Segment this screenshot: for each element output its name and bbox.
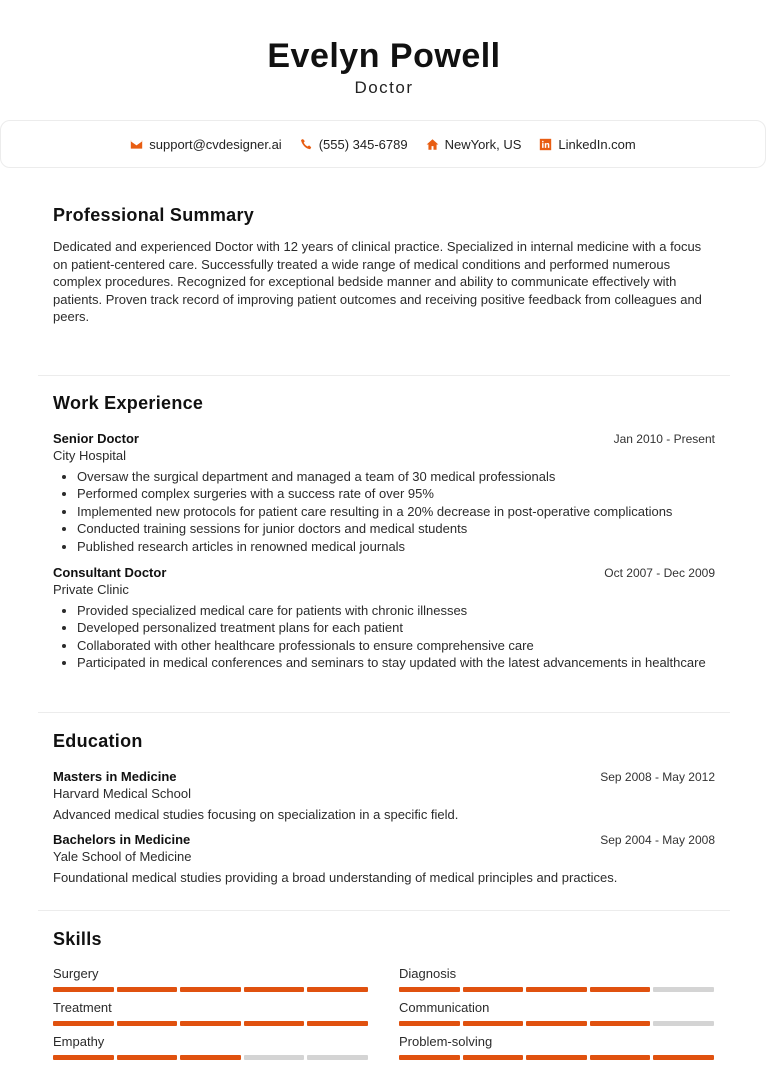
job-organization: City Hospital	[53, 448, 126, 463]
list-item: • Provided specialized medical care for patients with chronic illnesses	[77, 602, 715, 619]
skill-segment-empty	[653, 1021, 714, 1026]
education-entry	[53, 769, 715, 822]
skill-segment-filled	[307, 1021, 368, 1026]
job-organization: Private Clinic	[53, 582, 129, 598]
skill-segment-filled	[53, 1021, 114, 1026]
skill-name: Surgery	[53, 966, 99, 981]
contact-location	[426, 137, 522, 152]
job-title: Senior Doctor	[53, 431, 139, 446]
job-entry	[53, 565, 715, 672]
skill-segment-filled	[180, 1055, 241, 1060]
skill-level-bar	[399, 1055, 717, 1060]
skill-segment-filled	[399, 987, 460, 992]
phone-text: (555) 345-6789	[318, 136, 408, 152]
contact-bar	[0, 120, 766, 168]
skill-level-bar	[53, 987, 371, 992]
resume-header	[0, 0, 768, 98]
education-section	[53, 731, 715, 885]
location-text: NewYork, US	[444, 136, 522, 152]
skill-segment-empty	[307, 1055, 368, 1060]
skill-item	[399, 1000, 717, 1026]
skill-segment-filled	[463, 987, 524, 992]
contact-phone[interactable]	[300, 137, 408, 152]
skill-name: Diagnosis	[399, 966, 457, 981]
skill-level-bar	[399, 987, 717, 992]
skill-level-bar	[53, 1021, 371, 1026]
list-item: • Published research articles in renowned medical journals	[77, 538, 715, 555]
skills-grid	[53, 966, 715, 1060]
list-item: • Performed complex surgeries with a success rate of over 95%	[77, 485, 715, 502]
education-dates: Sep 2008 - May 2012	[600, 770, 715, 784]
skill-segment-filled	[653, 1055, 714, 1060]
skill-segment-filled	[307, 987, 368, 992]
skills-section	[53, 929, 715, 1060]
summary-section	[53, 205, 715, 326]
contact-email[interactable]	[130, 137, 281, 152]
job-dates: Jan 2010 - Present	[613, 432, 715, 446]
job-dates: Oct 2007 - Dec 2009	[604, 566, 715, 581]
degree-title: Bachelors in Medicine	[53, 832, 191, 847]
linkedin-icon	[539, 138, 552, 151]
skill-segment-filled	[244, 1021, 305, 1026]
skill-segment-filled	[53, 987, 114, 992]
school-name: Yale School of Medicine	[53, 849, 192, 864]
email-text: support@cvdesigner.ai	[149, 136, 282, 152]
skill-segment-filled	[53, 1055, 114, 1060]
skill-segment-filled	[117, 1055, 178, 1060]
job-title: Consultant Doctor	[53, 565, 167, 581]
skill-item	[399, 966, 717, 992]
home-icon	[426, 138, 439, 151]
education-dates: Sep 2004 - May 2008	[600, 833, 715, 847]
skill-level-bar	[399, 1021, 717, 1026]
section-divider	[38, 712, 730, 713]
skill-item	[53, 1034, 371, 1060]
skill-item	[53, 1000, 371, 1026]
education-entry	[53, 832, 715, 885]
skill-segment-filled	[526, 987, 587, 992]
summary-heading: Professional Summary	[53, 205, 255, 225]
list-item: • Participated in medical conferences and seminars to stay updated with the latest advancements in healthcare	[77, 654, 715, 671]
education-description: Foundational medical studies providing a broad understanding of medical principles and practices.	[53, 870, 618, 885]
skills-heading: Skills	[53, 929, 102, 949]
contact-linkedin[interactable]	[539, 137, 635, 152]
list-item: • Implemented new protocols for patient care resulting in a 20% decrease in post-operative complications	[77, 503, 715, 520]
skill-item	[399, 1034, 717, 1060]
skill-segment-filled	[526, 1055, 587, 1060]
skill-name: Empathy	[53, 1034, 105, 1049]
skill-segment-empty	[244, 1055, 305, 1060]
skill-segment-filled	[590, 1021, 651, 1026]
education-description: Advanced medical studies focusing on specialization in a specific field.	[53, 807, 459, 822]
section-divider	[38, 375, 730, 376]
skill-segment-filled	[399, 1021, 460, 1026]
school-name: Harvard Medical School	[53, 786, 192, 801]
skill-segment-filled	[180, 987, 241, 992]
list-item: • Collaborated with other healthcare professionals to ensure comprehensive care	[77, 637, 715, 654]
skill-name: Treatment	[53, 1000, 112, 1015]
skill-segment-filled	[526, 1021, 587, 1026]
job-entry	[53, 431, 715, 555]
section-divider	[38, 910, 730, 911]
skill-segment-filled	[463, 1021, 524, 1026]
envelope-icon	[130, 138, 143, 151]
degree-title: Masters in Medicine	[53, 769, 177, 784]
skill-segment-filled	[590, 1055, 651, 1060]
summary-text: Dedicated and experienced Doctor with 12 years of clinical practice. Specialized in internal medicine with a focus on patient-centered care. Successfully treated a wide range of medical conditions and performed numerous complex procedures. Recognized for exceptional bedside manner and ability to communicate effectively with patients. Proven track record of improving patient outcomes and receiving positive feedback from colleagues and peers.	[53, 239, 702, 325]
skill-name: Communication	[399, 1000, 490, 1015]
skill-segment-filled	[399, 1055, 460, 1060]
experience-heading: Work Experience	[53, 393, 204, 413]
skill-item	[53, 966, 371, 992]
phone-icon	[300, 138, 313, 151]
education-heading: Education	[53, 731, 143, 751]
candidate-title: Doctor	[354, 78, 414, 97]
skill-segment-filled	[117, 1021, 178, 1026]
skill-segment-empty	[653, 987, 714, 992]
job-bullets	[53, 602, 715, 672]
linkedin-text: LinkedIn.com	[558, 136, 636, 152]
job-bullets	[53, 468, 715, 555]
skill-segment-filled	[117, 987, 178, 992]
skill-segment-filled	[590, 987, 651, 992]
experience-section	[53, 393, 715, 672]
candidate-name: Evelyn Powell	[267, 37, 501, 75]
list-item: • Developed personalized treatment plans for each patient	[77, 619, 715, 636]
skill-segment-filled	[463, 1055, 524, 1060]
list-item: • Conducted training sessions for junior doctors and medical students	[77, 520, 715, 537]
skill-segment-filled	[244, 987, 305, 992]
skill-level-bar	[53, 1055, 371, 1060]
skill-segment-filled	[180, 1021, 241, 1026]
skill-name: Problem-solving	[399, 1034, 493, 1049]
list-item: • Oversaw the surgical department and managed a team of 30 medical professionals	[77, 468, 715, 485]
